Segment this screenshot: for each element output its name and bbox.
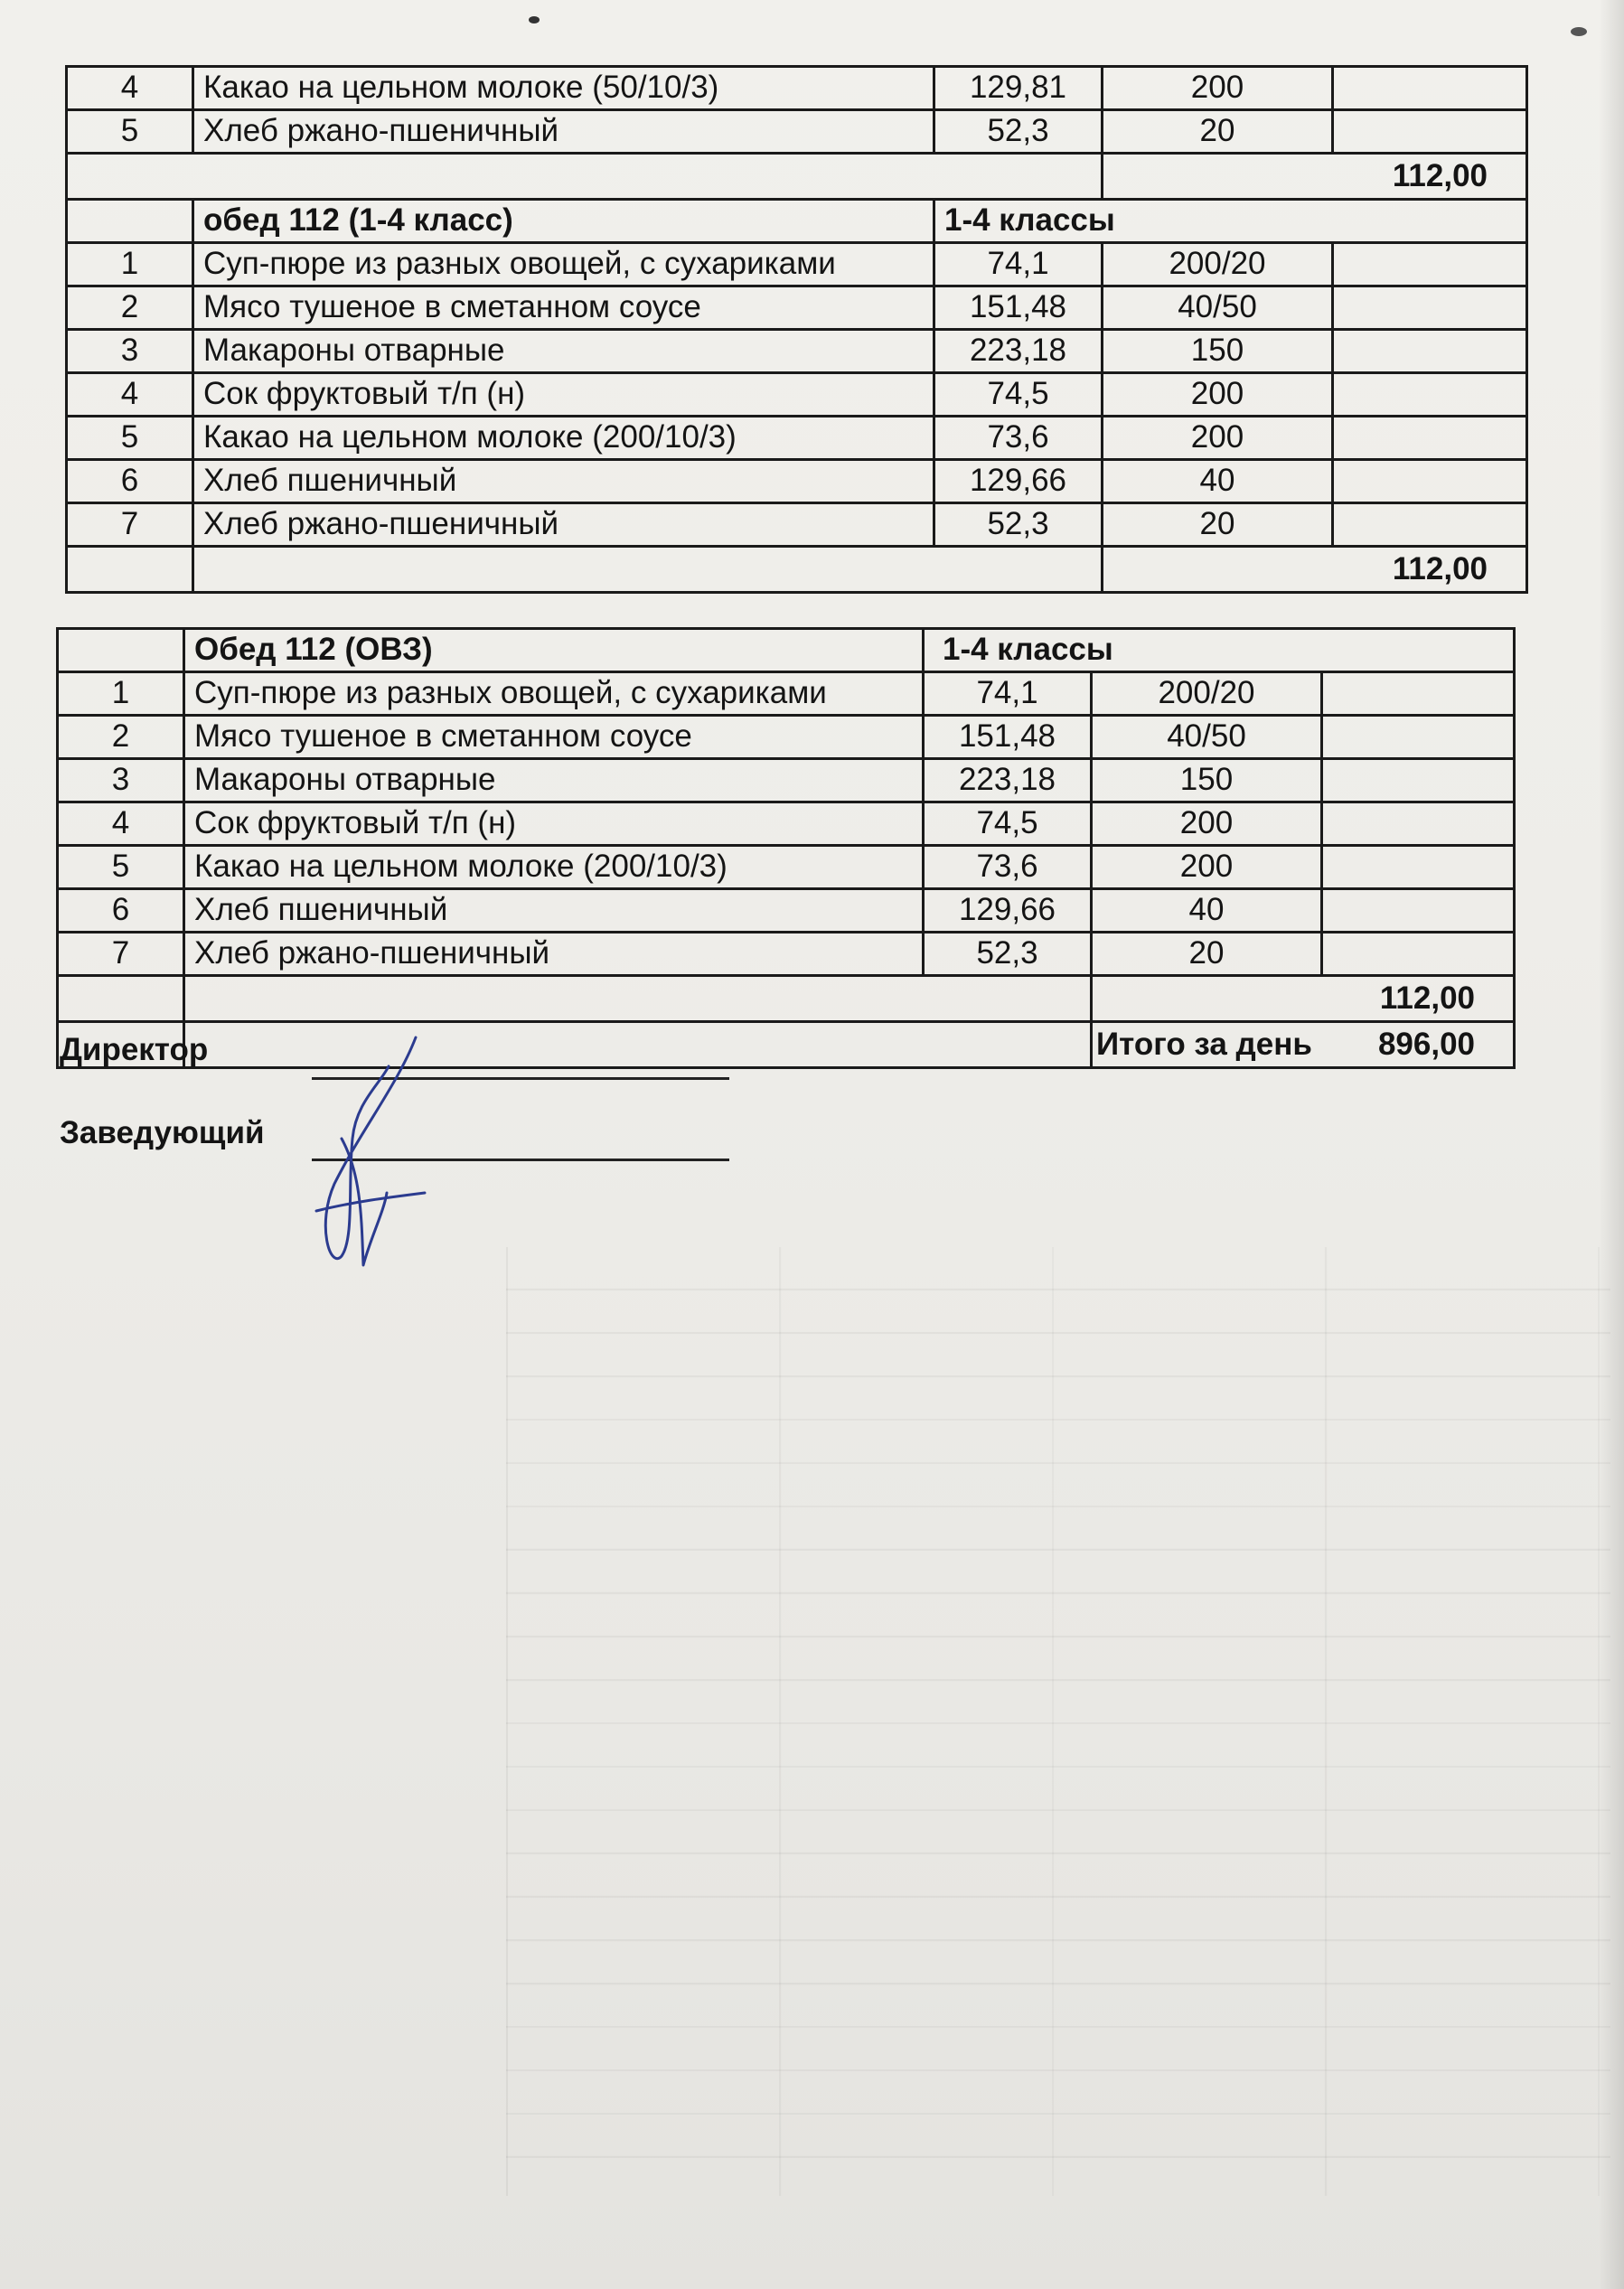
dish-price: 151,48: [924, 716, 1092, 759]
section-total: 112,00: [1092, 976, 1515, 1022]
empty-cell: [1322, 933, 1515, 976]
table-row: [67, 417, 1527, 460]
row-number: 4: [67, 67, 193, 110]
table-row: [67, 330, 1527, 373]
empty-cell: [1333, 243, 1527, 286]
dish-name: Какао на цельном молоке (200/10/3): [193, 417, 934, 460]
section-classes: 1-4 классы: [943, 632, 1113, 668]
dish-name: Хлеб пшеничный: [193, 460, 934, 503]
dish-weight: 150: [1092, 759, 1322, 802]
day-total-value: 896,00: [1377, 1026, 1476, 1062]
dish-weight: 200: [1092, 846, 1322, 889]
row-number: 3: [58, 759, 184, 802]
bleed-through-table: [506, 1247, 1610, 2196]
empty-cell: [67, 200, 193, 243]
row-number: 4: [58, 802, 184, 846]
section-total-row: [67, 154, 1527, 200]
row-number: 6: [67, 460, 193, 503]
dish-weight: 200: [1103, 417, 1333, 460]
section-title: Обед 112 (ОВЗ): [184, 629, 924, 672]
section-title: обед 112 (1-4 класс): [193, 200, 934, 243]
section-total: 112,00: [1103, 547, 1527, 593]
row-number: 5: [58, 846, 184, 889]
section-total: 112,00: [1103, 154, 1527, 200]
empty-cell: [1333, 373, 1527, 417]
ink-mark: [1571, 27, 1587, 36]
dish-name: Суп-пюре из разных овощей, с сухариками: [184, 672, 924, 716]
row-number: 2: [67, 286, 193, 330]
dish-name: Мясо тушеное в сметанном соусе: [184, 716, 924, 759]
empty-cell: [1322, 889, 1515, 933]
table-row: [67, 243, 1527, 286]
empty-cell: [1322, 672, 1515, 716]
dish-weight: 200: [1092, 802, 1322, 846]
table-row: [67, 67, 1527, 110]
table-row: [58, 933, 1515, 976]
section-total-row: [67, 547, 1527, 593]
dish-name: Хлеб ржано-пшеничный: [193, 503, 934, 547]
dish-weight: 40/50: [1092, 716, 1322, 759]
row-number: 2: [58, 716, 184, 759]
section-header-row: [58, 629, 1515, 672]
dish-price: 223,18: [924, 759, 1092, 802]
dish-name: Хлеб ржано-пшеничный: [184, 933, 924, 976]
dish-name: Сок фруктовый т/п (н): [193, 373, 934, 417]
empty-cell: [1333, 330, 1527, 373]
table-row: [58, 759, 1515, 802]
dish-price: 52,3: [934, 503, 1103, 547]
dish-weight: 20: [1092, 933, 1322, 976]
row-number: 7: [67, 503, 193, 547]
dish-weight: 200/20: [1092, 672, 1322, 716]
dish-name: Хлеб ржано-пшеничный: [193, 110, 934, 154]
dish-weight: 200/20: [1103, 243, 1333, 286]
dish-price: 73,6: [924, 846, 1092, 889]
empty-cell: [67, 547, 193, 593]
dish-price: 151,48: [934, 286, 1103, 330]
table-row: [58, 846, 1515, 889]
table-row: [67, 460, 1527, 503]
dish-name: Суп-пюре из разных овощей, с сухариками: [193, 243, 934, 286]
dish-price: 129,66: [934, 460, 1103, 503]
day-total-label: Итого за день: [1096, 1026, 1312, 1062]
empty-cell: [1333, 110, 1527, 154]
dish-name: Сок фруктовый т/п (н): [184, 802, 924, 846]
empty-cell: [1333, 503, 1527, 547]
dish-price: 52,3: [924, 933, 1092, 976]
empty-cell: [67, 154, 1103, 200]
empty-cell: [1333, 460, 1527, 503]
row-number: 1: [67, 243, 193, 286]
empty-cell: [58, 976, 184, 1022]
dish-price: 74,1: [924, 672, 1092, 716]
day-total-row: [58, 1022, 1515, 1068]
dish-name: Мясо тушеное в сметанном соусе: [193, 286, 934, 330]
dish-name: Какао на цельном молоке (200/10/3): [184, 846, 924, 889]
table-row: [58, 716, 1515, 759]
row-number: 4: [67, 373, 193, 417]
empty-cell: [1322, 716, 1515, 759]
empty-cell: [1333, 67, 1527, 110]
dish-weight: 20: [1103, 110, 1333, 154]
empty-cell: [1322, 802, 1515, 846]
dish-price: 223,18: [934, 330, 1103, 373]
empty-cell: [1322, 846, 1515, 889]
table-row: [67, 503, 1527, 547]
dish-weight: 20: [1103, 503, 1333, 547]
table-row: [67, 373, 1527, 417]
dish-price: 129,81: [934, 67, 1103, 110]
row-number: 5: [67, 417, 193, 460]
section-total-row: [58, 976, 1515, 1022]
page-edge-shadow: [1599, 0, 1624, 2289]
dish-weight: 150: [1103, 330, 1333, 373]
dish-weight: 40: [1092, 889, 1322, 933]
table-row: [67, 286, 1527, 330]
manager-label: Заведующий: [60, 1115, 265, 1150]
dish-weight: 40: [1103, 460, 1333, 503]
dish-price: 52,3: [934, 110, 1103, 154]
row-number: 6: [58, 889, 184, 933]
table-row: [58, 802, 1515, 846]
empty-cell: [1333, 286, 1527, 330]
menu-table-upper: [65, 65, 1528, 594]
dish-weight: 200: [1103, 67, 1333, 110]
table-row: [58, 889, 1515, 933]
dish-price: 74,1: [934, 243, 1103, 286]
section-classes: 1-4 классы: [944, 202, 1115, 239]
section-classes-cell: [934, 200, 1527, 243]
dish-price: 74,5: [924, 802, 1092, 846]
ink-mark: [529, 16, 540, 23]
dish-name: Хлеб пшеничный: [184, 889, 924, 933]
dish-price: 129,66: [924, 889, 1092, 933]
section-classes-cell: [924, 629, 1515, 672]
dish-price: 74,5: [934, 373, 1103, 417]
dish-name: Макароны отварные: [184, 759, 924, 802]
day-total-cell: [1092, 1022, 1515, 1068]
menu-table-lower: [56, 627, 1516, 1069]
empty-cell: [1333, 417, 1527, 460]
dish-name: Какао на цельном молоке (50/10/3): [193, 67, 934, 110]
row-number: 7: [58, 933, 184, 976]
dish-weight: 200: [1103, 373, 1333, 417]
table-row: [58, 672, 1515, 716]
dish-weight: 40/50: [1103, 286, 1333, 330]
empty-cell: [193, 547, 1103, 593]
dish-price: 73,6: [934, 417, 1103, 460]
dish-name: Макароны отварные: [193, 330, 934, 373]
table-row: [67, 110, 1527, 154]
row-number: 1: [58, 672, 184, 716]
row-number: 3: [67, 330, 193, 373]
section-header-row: [67, 200, 1527, 243]
empty-cell: [1322, 759, 1515, 802]
empty-cell: [58, 629, 184, 672]
empty-cell: [184, 976, 1092, 1022]
handwritten-signature: [298, 1030, 443, 1274]
row-number: 5: [67, 110, 193, 154]
director-label: Директор: [60, 1032, 209, 1067]
